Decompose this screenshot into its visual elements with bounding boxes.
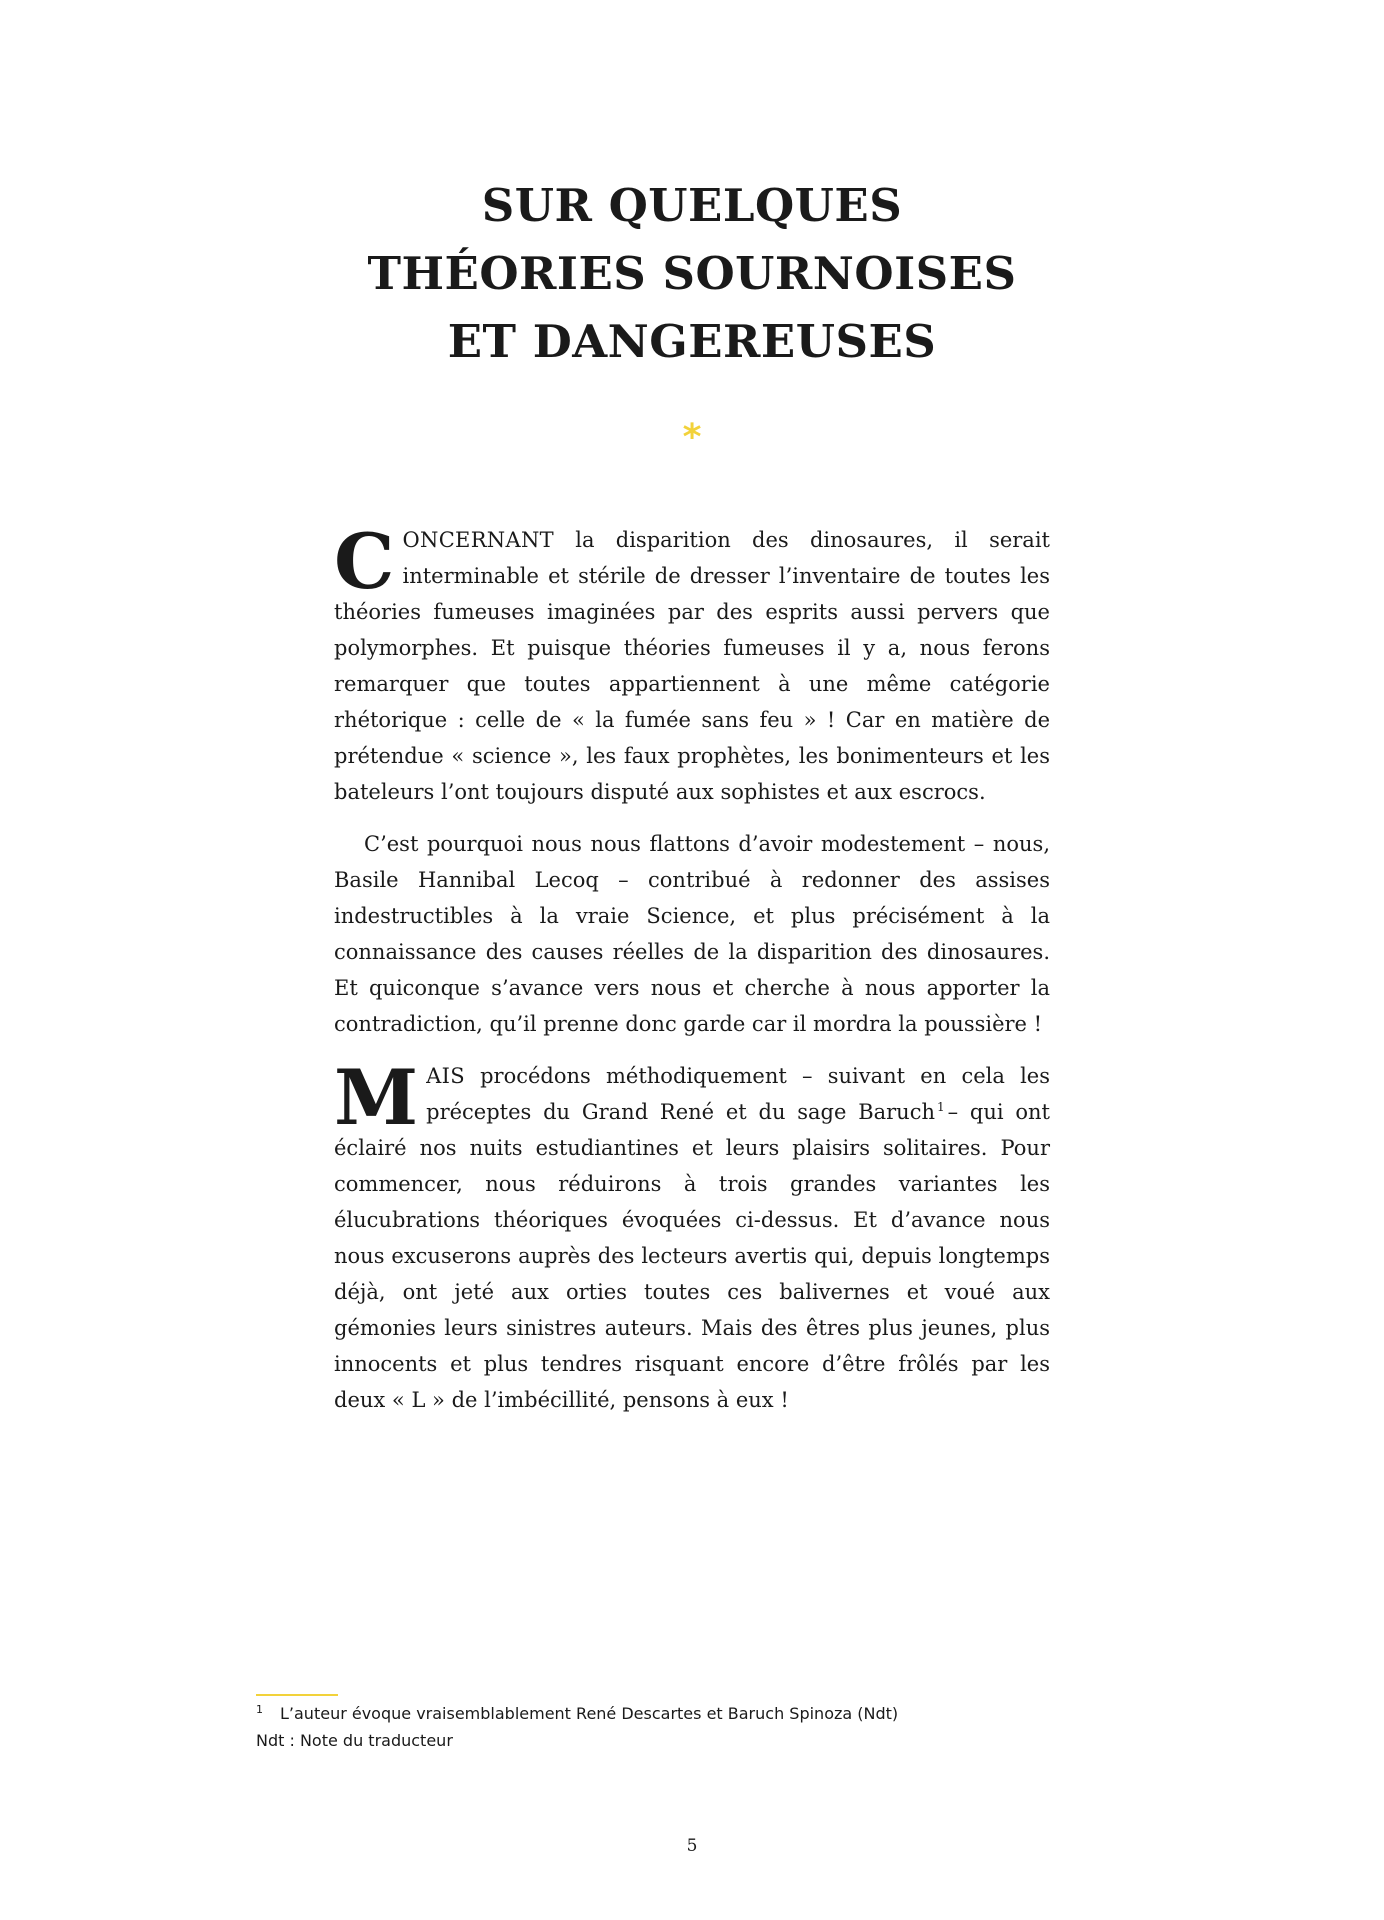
paragraph-2 [334, 826, 1050, 1042]
chapter-title-line-3: ET DANGEREUSES [447, 315, 937, 368]
chapter-title-line-1: SUR QUELQUES [481, 179, 903, 232]
footnote-divider [256, 1694, 338, 1696]
footnotes [256, 1700, 1156, 1754]
paragraph-1 [334, 517, 1050, 810]
footnote-2 [256, 1727, 1156, 1754]
chapter-body [334, 517, 1050, 1434]
paragraph-3 [334, 1053, 1050, 1418]
footnote-1-text: L’auteur évoque vraisemblablement René Descartes et Baruch Spinoza (Ndt) [280, 1704, 899, 1723]
dropcap-c: C [334, 517, 395, 606]
paragraph-1-text: la disparition des dinosaures, il serait interminable et stérile de dresser l’inventaire de toutes les théories fumeuses imaginées par des esprits aussi pervers que polymorphes. Et puisque théories fumeuses il y a, nous ferons remarquer que toutes appartiennent à une même catégorie rhétorique : celle de « la fumée sans feu » ! Car en matière de prétendue « science », les faux prophètes, les bonimenteurs et les bateleurs l’ont toujours disputé aux sophistes et aux escrocs. [334, 528, 1050, 804]
footnote-2-text: Ndt : Note du traducteur [256, 1731, 453, 1750]
paragraph-3-text-a: procédons méthodiquement – suivant en cela les préceptes du Grand René et du sage Baruch [426, 1064, 1050, 1124]
dropcap-m: M [334, 1053, 419, 1142]
paragraph-2-text: C’est pourquoi nous nous flattons d’avoir modestement – nous, Basile Hannibal Lecoq – contribué à redonner des assises indestructibles à la vraie Science, et plus précisément à la connaissance des causes réelles de la disparition des dinosaures. Et quiconque s’avance vers nous et cherche à nous apporter la contradiction, qu’il prenne donc garde car il mordra la poussière ! [334, 832, 1050, 1036]
footnote-reference-1[interactable]: 1 [937, 1100, 945, 1114]
chapter-title [0, 172, 1384, 376]
footnote-1: 1 L’auteur évoque vraisemblablement René Descartes et Baruch Spinoza (Ndt) [256, 1702, 899, 1723]
page-number: 5 [686, 1836, 698, 1856]
chapter-title-line-2: THÉORIES SOURNOISES [367, 247, 1017, 300]
asterisk-ornament-icon: * [682, 417, 702, 458]
paragraph-3-lead: AIS [426, 1064, 465, 1088]
paragraph-1-lead: ONCERNANT [402, 528, 554, 552]
paragraph-3-text-b: – qui ont éclairé nos nuits estudiantines et leurs plaisirs solitaires. Pour commencer, nous réduirons à trois grandes variantes les élucubrations théoriques évoquées ci-dessus. Et d’avance nous nous excuserons auprès des lecteurs avertis qui, depuis longtemps déjà, ont jeté aux orties toutes ces balivernes et voué aux gémonies leurs sinistres auteurs. Mais des êtres plus jeunes, plus innocents et plus tendres risquant encore d’être frôlés par les deux « L » de l’imbécillité, pensons à eux ! [334, 1100, 1050, 1412]
